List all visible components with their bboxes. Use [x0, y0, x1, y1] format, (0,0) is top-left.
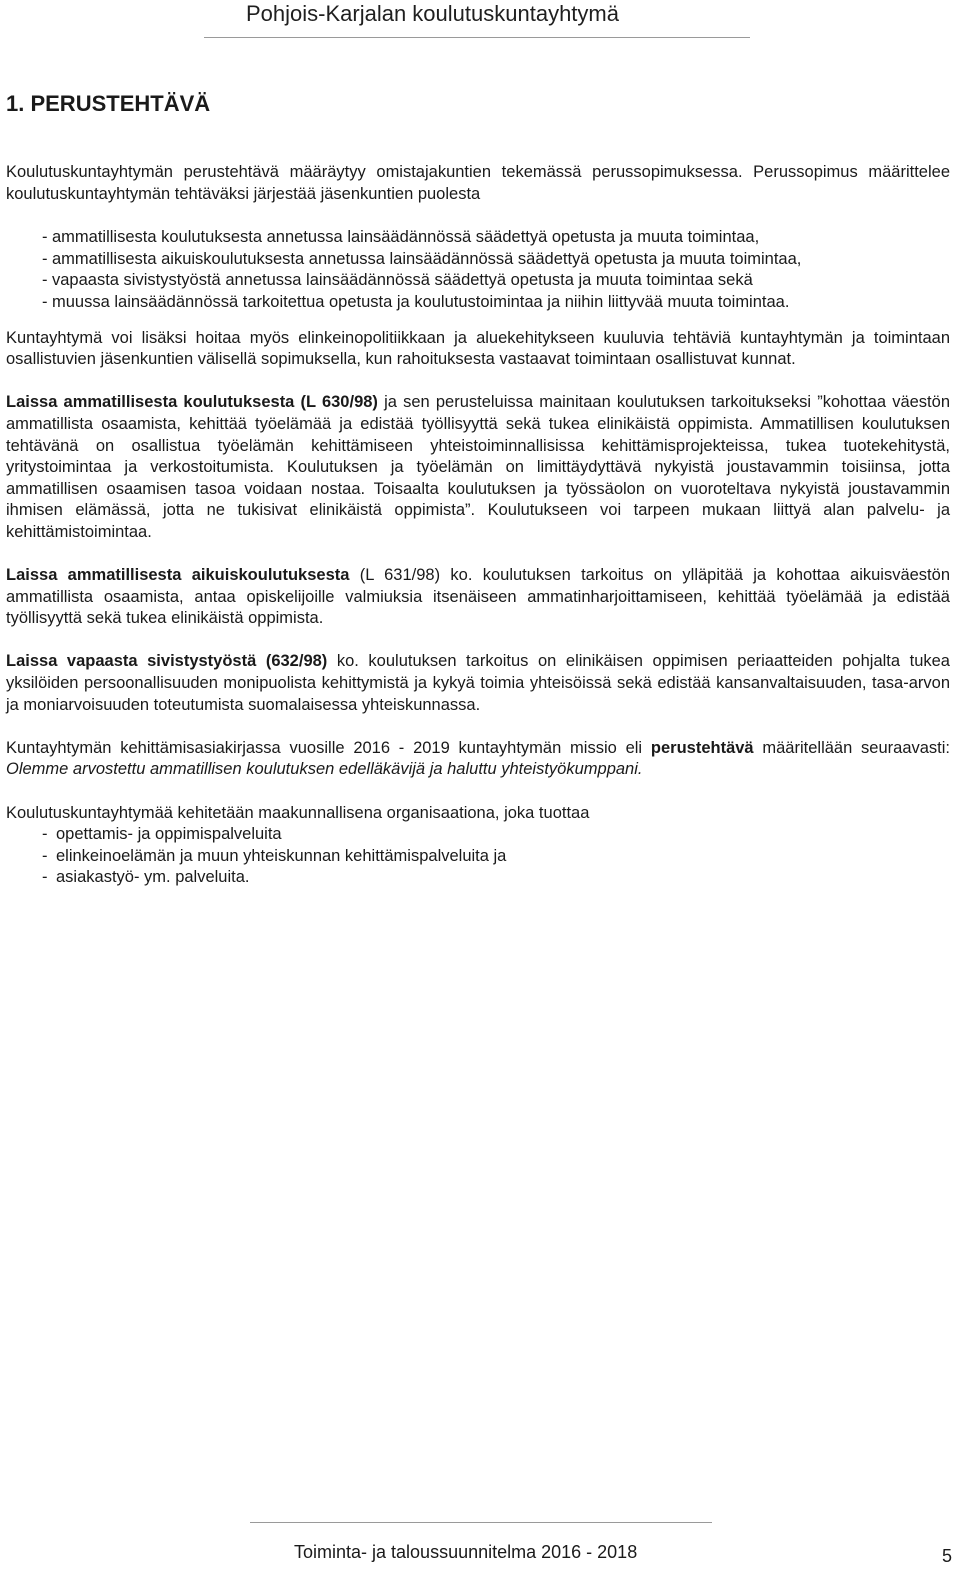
paragraph-missio: [6, 738, 950, 781]
document-body: [6, 162, 950, 889]
list-item-text: elinkeinoelämän ja muun yhteiskunnan kehittämispalveluita ja: [56, 846, 507, 865]
list-item: [42, 249, 950, 271]
list-dash: -: [42, 846, 48, 865]
law-reference: Laissa ammatillisesta aikuiskoulutuksesta: [6, 566, 350, 585]
footer-divider: [250, 1522, 712, 1523]
paragraph-vapaa-sivistystyo: [6, 651, 950, 716]
list-dash: -: [42, 271, 48, 290]
list-item: [42, 824, 950, 846]
list-dash: -: [42, 249, 48, 268]
paragraph-kuntayhtyma: Kuntayhtymä voi lisäksi hoitaa myös elinkeinopolitiikkaan ja aluekehitykseen kuuluvia tehtäviä kuntayhtymän ja toimintaan osallistuvien jäsenkuntien välisellä sopimuksella, kun rahoituksesta vastaavat toimintaan osallistuvat kunnat.: [6, 328, 950, 369]
list-item-text: vapaasta sivistystyöstä annetussa lainsäädännössä säädettyä opetusta ja muuta toimintaa sekä: [52, 271, 753, 290]
paragraph-text: ja sen perusteluissa mainitaan koulutuksen tarkoitukseksi ”kohottaa väestön ammatillista osaamista, kehittää työelämää ja edistää työllisyyttä sekä tukea elinikäistä oppimista. Ammatillisen koulutuksen tehtävänä on osallistua työelämän kehittämiseen yhteistoiminnallisissa kehittämisprojekteissa, tukea tuotekehitystä, yritystoimintaa ja verkostoitumista. Koulutuksen ja työelämän on limittäydyttävä nykyistä joustavammin toisiinsa, jotta ammatillisen osaamisen tasoa voidaan nostaa. Toisaalta koulutuksen ja työssäolon on vuoroteltava nykyistä joustavammin ihmisen elämässä, jotta ne tukisivat elinikäistä oppimista”. Koulutukseen voi tarpeen mukaan liittyä alan palvelu- ja kehittämistoimintaa.: [6, 393, 950, 541]
list-item: [42, 270, 950, 292]
list-item-text: ammatillisesta koulutuksesta annetussa lainsäädännössä säädettyä opetusta ja muuta toimintaa,: [52, 228, 760, 247]
header-divider: [204, 37, 750, 38]
mission-statement: Olemme arvostettu ammatillisen koulutuksen edelläkävijä ja haluttu yhteistyökumppani.: [6, 760, 643, 779]
list-item-text: muussa lainsäädännössä tarkoitettua opetusta ja koulutustoimintaa ja niihin liittyvää muuta toimintaa.: [52, 292, 790, 311]
section-heading: 1. PERUSTEHTÄVÄ: [6, 91, 211, 116]
paragraph-text: Koulutuskuntayhtymää kehitetään maakunnallisena organisaationa, joka tuottaa: [6, 803, 590, 822]
law-reference: Laissa ammatillisesta koulutuksesta (L 630/98): [6, 393, 378, 412]
law-reference: Laissa vapaasta sivistystyöstä (632/98): [6, 652, 328, 671]
paragraph-text: (L 631/98) ko. koulutuksen tarkoitus on ylläpitää ja kohottaa aikuisväestön ammatillista osaamista, antaa opiskelijoille valmiuksia itsenäiseen ammatinharjoittamiseen, kehittää työelämää ja edistää työllisyyttä sekä tukea elinikäistä oppimista.: [6, 566, 950, 628]
services-list: [6, 824, 950, 889]
paragraph-aikuiskoulutus: [6, 565, 950, 630]
list-item-text: asiakastyö- ym. palveluita.: [56, 868, 250, 887]
list-item-text: ammatillisesta aikuiskoulutuksesta annetussa lainsäädännössä säädettyä opetusta ja muuta toimintaa,: [52, 249, 802, 268]
list-item-text: opettamis- ja oppimispalveluita: [56, 825, 282, 844]
list-dash: -: [42, 868, 48, 887]
paragraph-text: ko. koulutuksen tarkoitus on elinikäisen oppimisen periaatteiden pohjalta tukea yksilöiden persoonallisuuden monipuolista kehittymistä ja kykyä toimia yhteisöissä sekä edistää kansanvaltaisuuden, tasa-arvon ja moniarvoisuuden toteutumista suomalaisessa yhteiskunnassa.: [6, 652, 950, 714]
list-item: [42, 867, 950, 889]
list-item: [42, 846, 950, 868]
duties-list: [6, 227, 950, 313]
list-item: [42, 227, 950, 249]
mission-keyword: perustehtävä: [650, 738, 754, 757]
paragraph-final: [6, 803, 950, 889]
list-item: [42, 292, 950, 314]
list-dash: -: [42, 292, 48, 311]
page-header-title: Pohjois-Karjalan koulutuskuntayhtymä: [246, 1, 619, 26]
page-number: 5: [942, 1546, 953, 1566]
footer-title: Toiminta- ja taloussuunnitelma 2016 - 2018: [294, 1542, 638, 1562]
paragraph-text: määritellään seuraavasti:: [753, 738, 951, 757]
paragraph-text: Kuntayhtymän kehittämisasiakirjassa vuosille 2016 - 2019 kuntayhtymän missio eli: [6, 738, 651, 757]
paragraph-ammatillinen-koulutus: [6, 392, 950, 543]
intro-paragraph: Koulutuskuntayhtymän perustehtävä määräytyy omistajakuntien tekemässä perussopimuksessa. Perussopimus määrittelee koulutuskuntayhtymän tehtäväksi järjestää jäsenkuntien puolesta: [6, 163, 950, 203]
list-dash: -: [42, 228, 48, 247]
list-dash: -: [42, 825, 48, 844]
